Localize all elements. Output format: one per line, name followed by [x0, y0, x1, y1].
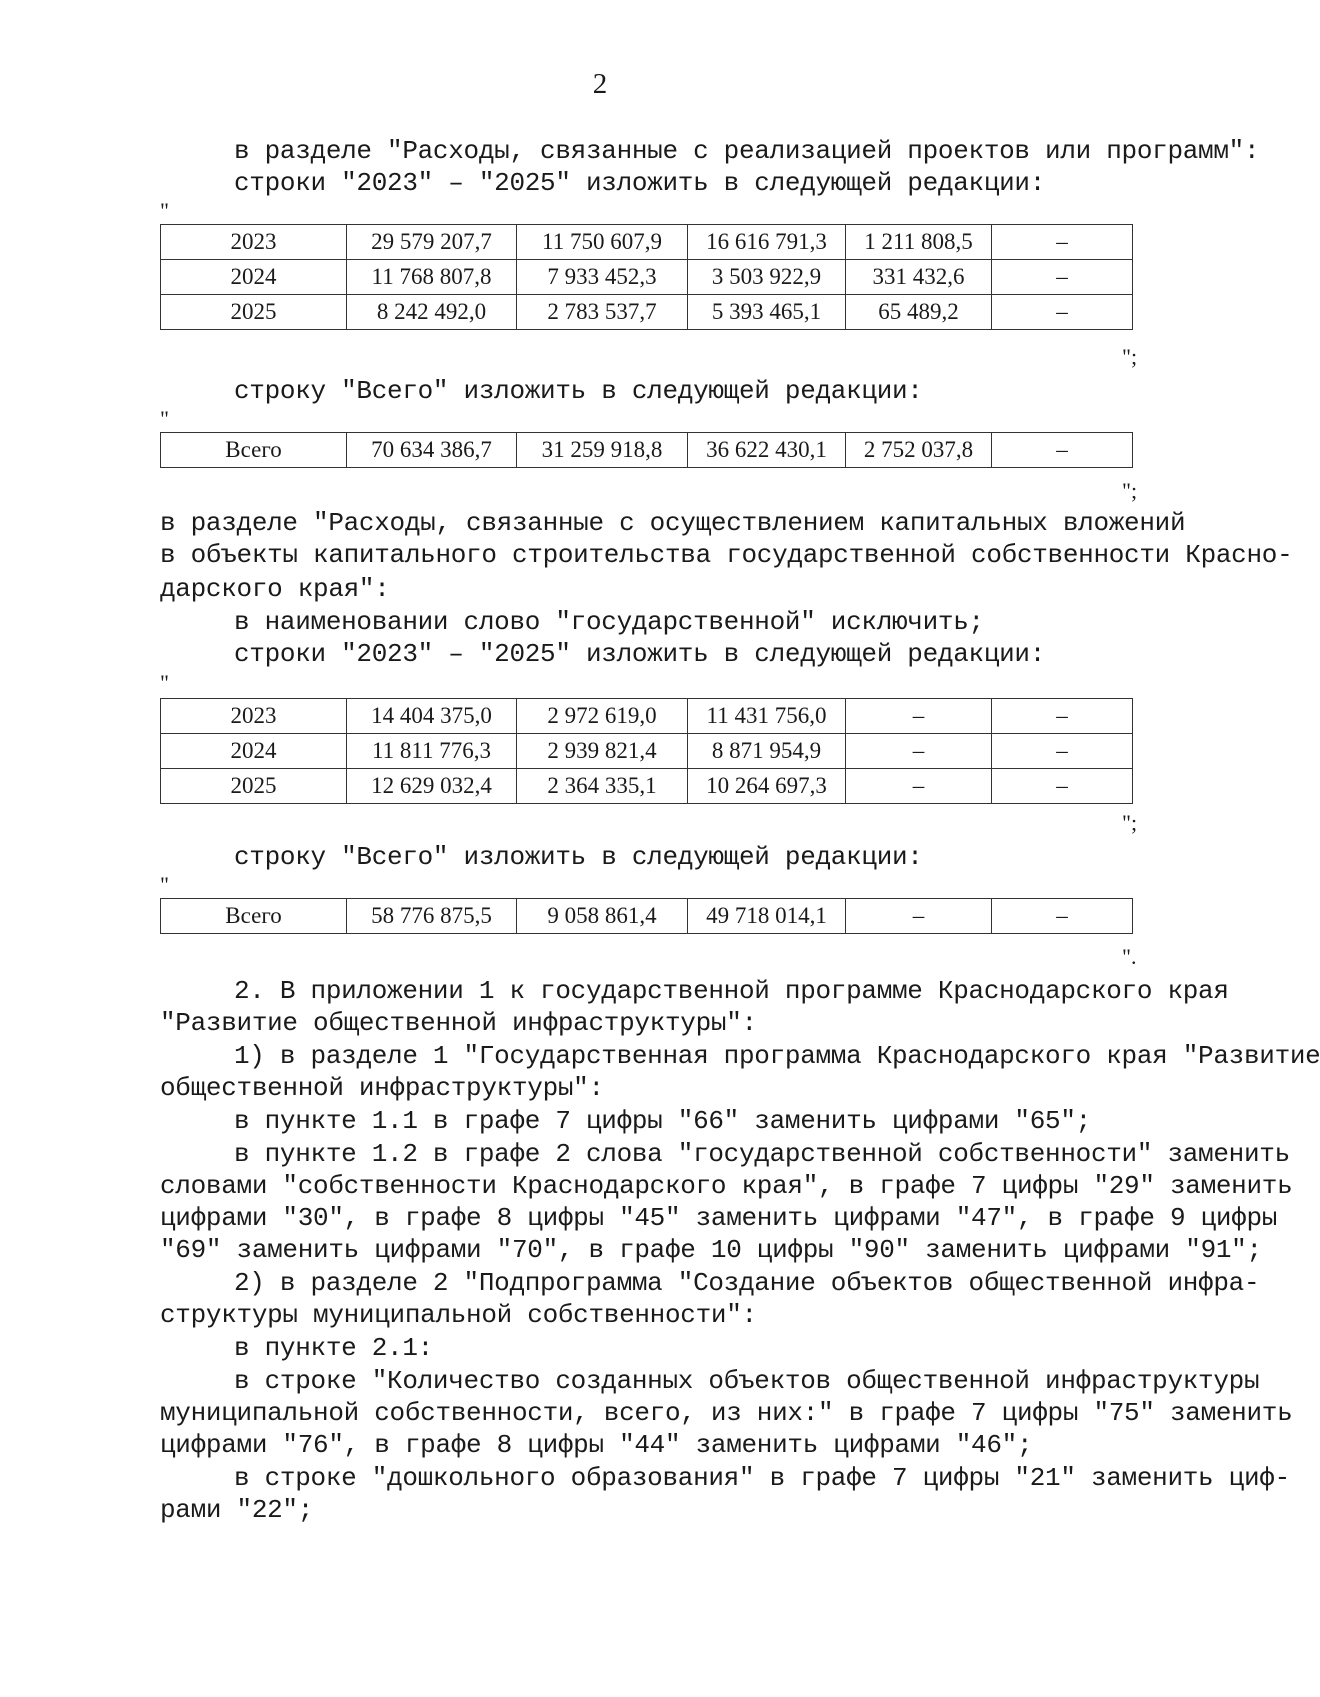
quote-open-3: "	[160, 670, 169, 695]
total-label-cell: Всего	[161, 433, 347, 468]
federal-cell: 2 939 821,4	[517, 734, 688, 769]
paragraph-8-line1: в строке "Количество созданных объектов общественной инфраструктуры	[234, 1366, 1260, 1396]
year-cell: 2025	[161, 769, 347, 804]
extra-cell: –	[992, 295, 1133, 330]
table-row	[161, 295, 1133, 330]
extra-cell: –	[992, 433, 1133, 468]
federal-cell: 2 783 537,7	[517, 295, 688, 330]
section2-line3: дарского края":	[160, 574, 390, 604]
local-cell: 2 752 037,8	[846, 433, 992, 468]
table-row	[161, 769, 1133, 804]
quote-open-2: "	[160, 406, 169, 431]
total-label-cell: Всего	[161, 899, 347, 934]
paragraph-9-line2: рами "22";	[160, 1495, 314, 1525]
regional-cell: 3 503 922,9	[688, 260, 846, 295]
page-number: 2	[592, 68, 608, 100]
quote-close-4: ".	[1122, 944, 1137, 969]
expenses-projects-table	[160, 224, 1133, 330]
paragraph-5-line1: в пункте 1.2 в графе 2 слова "государственной собственности" заменить	[234, 1139, 1290, 1169]
section2-line4: в наименовании слово "государственной" исключить;	[234, 607, 984, 637]
paragraph-3-line2: общественной инфраструктуры":	[160, 1073, 604, 1103]
section2-line1: в разделе "Расходы, связанные с осуществлением капитальных вложений	[160, 508, 1186, 538]
year-cell: 2024	[161, 734, 347, 769]
paragraph-2-line2: "Развитие общественной инфраструктуры":	[160, 1008, 757, 1038]
year-cell: 2024	[161, 260, 347, 295]
total-cell: 11 811 776,3	[347, 734, 517, 769]
paragraph-8-line2: муниципальной собственности, всего, из них:" в графе 7 цифры "75" заменить	[160, 1398, 1293, 1428]
regional-cell: 5 393 465,1	[688, 295, 846, 330]
total-cell: 8 242 492,0	[347, 295, 517, 330]
total-cell: 14 404 375,0	[347, 699, 517, 734]
quote-open-4: "	[160, 872, 169, 897]
extra-cell: –	[992, 769, 1133, 804]
year-cell: 2023	[161, 225, 347, 260]
total-cell: 12 629 032,4	[347, 769, 517, 804]
paragraph-5-line4: "69" заменить цифрами "70", в графе 10 цифры "90" заменить цифрами "91";	[160, 1235, 1262, 1265]
local-cell: 65 489,2	[846, 295, 992, 330]
federal-cell: 11 750 607,9	[517, 225, 688, 260]
regional-cell: 49 718 014,1	[688, 899, 846, 934]
quote-close-1: ";	[1122, 344, 1138, 369]
extra-cell: –	[992, 225, 1133, 260]
section1-line1: в разделе "Расходы, связанные с реализацией проектов или программ":	[234, 136, 1260, 166]
paragraph-2-line1: 2. В приложении 1 к государственной программе Краснодарского края	[234, 976, 1229, 1006]
paragraph-9-line1: в строке "дошкольного образования" в графе 7 цифры "21" заменить циф-	[234, 1463, 1290, 1493]
paragraph-5-line3: цифрами "30", в графе 8 цифры "45" заменить цифрами "47", в графе 9 цифры	[160, 1203, 1278, 1233]
extra-cell: –	[992, 260, 1133, 295]
regional-cell: 8 871 954,9	[688, 734, 846, 769]
expenses-projects-total-table	[160, 432, 1133, 468]
federal-cell: 2 364 335,1	[517, 769, 688, 804]
regional-cell: 36 622 430,1	[688, 433, 846, 468]
table-row	[161, 734, 1133, 769]
capital-investments-total-table	[160, 898, 1133, 934]
quote-open-1: "	[160, 198, 169, 223]
extra-cell: –	[992, 699, 1133, 734]
extra-cell: –	[992, 899, 1133, 934]
table-row	[161, 260, 1133, 295]
section2-line2: в объекты капитального строительства государственной собственности Красно-	[160, 540, 1293, 570]
federal-cell: 31 259 918,8	[517, 433, 688, 468]
quote-close-3: ";	[1122, 810, 1138, 835]
table-row	[161, 225, 1133, 260]
federal-cell: 2 972 619,0	[517, 699, 688, 734]
paragraph-3-line1: 1) в разделе 1 "Государственная программа Краснодарского края "Развитие	[234, 1041, 1320, 1071]
quote-close-2: ";	[1122, 478, 1138, 503]
paragraph-5-line2: словами "собственности Краснодарского края", в графе 7 цифры "29" заменить	[160, 1171, 1293, 1201]
section2-line5: строки "2023" – "2025" изложить в следующей редакции:	[234, 639, 1046, 669]
section2-total-intro: строку "Всего" изложить в следующей редакции:	[234, 842, 923, 872]
regional-cell: 11 431 756,0	[688, 699, 846, 734]
year-cell: 2025	[161, 295, 347, 330]
federal-cell: 9 058 861,4	[517, 899, 688, 934]
local-cell: –	[846, 734, 992, 769]
regional-cell: 16 616 791,3	[688, 225, 846, 260]
regional-cell: 10 264 697,3	[688, 769, 846, 804]
paragraph-4: в пункте 1.1 в графе 7 цифры "66" заменить цифрами "65";	[234, 1106, 1091, 1136]
capital-investments-table	[160, 698, 1133, 804]
total-cell: 11 768 807,8	[347, 260, 517, 295]
total-cell: 29 579 207,7	[347, 225, 517, 260]
local-cell: –	[846, 699, 992, 734]
total-cell: 70 634 386,7	[347, 433, 517, 468]
extra-cell: –	[992, 734, 1133, 769]
section1-line2: строки "2023" – "2025" изложить в следующей редакции:	[234, 168, 1046, 198]
local-cell: 1 211 808,5	[846, 225, 992, 260]
paragraph-6-line1: 2) в разделе 2 "Подпрограмма "Создание объектов общественной инфра-	[234, 1268, 1260, 1298]
table-row	[161, 433, 1133, 468]
table-row	[161, 699, 1133, 734]
paragraph-8-line3: цифрами "76", в графе 8 цифры "44" заменить цифрами "46";	[160, 1430, 1033, 1460]
total-cell: 58 776 875,5	[347, 899, 517, 934]
local-cell: –	[846, 769, 992, 804]
local-cell: 331 432,6	[846, 260, 992, 295]
paragraph-7: в пункте 2.1:	[234, 1333, 433, 1363]
year-cell: 2023	[161, 699, 347, 734]
table-row	[161, 899, 1133, 934]
local-cell: –	[846, 899, 992, 934]
federal-cell: 7 933 452,3	[517, 260, 688, 295]
paragraph-6-line2: структуры муниципальной собственности":	[160, 1300, 757, 1330]
section1-total-intro: строку "Всего" изложить в следующей редакции:	[234, 376, 923, 406]
